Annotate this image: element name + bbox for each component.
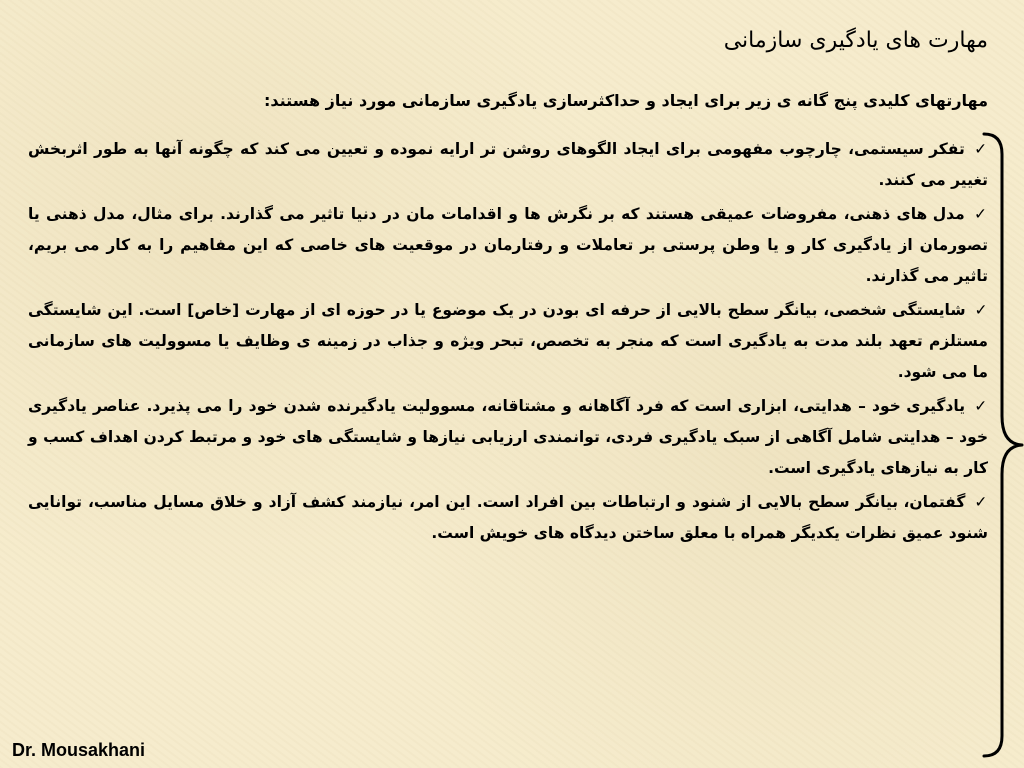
- list-item-text: تفکر سیستمی، چارچوب مفهومی برای ایجاد الگوهای روشن تر ارایه نموده و تعیین می کند که چگونه آنها به طور اثربخش تغییر می کنند.: [28, 140, 988, 189]
- check-mark-icon: ✓: [974, 140, 988, 158]
- list-item: [28, 391, 988, 484]
- list-item: [28, 487, 988, 549]
- list-item: [28, 199, 988, 292]
- list-item-text: گفتمان، بیانگر سطح بالایی از شنود و ارتباطات بین افراد است. این امر، نیازمند کشف آزاد و خلاق مسایل مناسب، توانایی شنود عمیق نظرات یکدیگر همراه با معلق ساختن دیدگاه های خویش است.: [28, 493, 988, 542]
- slide-title: مهارت های یادگیری سازمانی: [723, 28, 988, 53]
- check-mark-icon: ✓: [974, 397, 988, 415]
- author-footer: Dr. Mousakhani: [12, 740, 146, 760]
- slide-intro: مهارتهای کلیدی پنج گانه ی زیر برای ایجاد و حداکثرسازی یادگیری سازمانی مورد نیاز هستند:: [263, 91, 988, 110]
- list-item: [28, 295, 988, 388]
- curly-brace-icon: [980, 132, 1024, 758]
- skills-list: [28, 134, 988, 552]
- list-item: [28, 134, 988, 196]
- list-item-text: شایستگی شخصی، بیانگر سطح بالایی از حرفه ای بودن در یک موضوع یا در حوزه ای از مهارت [خاص] است. این شایستگی مستلزم تعهد بلند مدت به یادگیری است که منجر به تخصص، تبحر ویژه و جذاب در زمینه ی وظایف یا مسوولیت های سازمانی ما می شود.: [28, 301, 988, 381]
- list-item-text: یادگیری خود – هدایتی، ابزاری است که فرد آگاهانه و مشتاقانه، مسوولیت یادگیرنده شدن خود را می پذیرد. عناصر یادگیری خود – هدایتی شامل آگاهی از سبک یادگیری فردی، توانمندی ارزیابی نیازها و شایستگی های خود و مرتبط کردن اهداف کسب و کار به نیازهای یادگیری است.: [28, 397, 988, 477]
- check-mark-icon: ✓: [974, 493, 988, 511]
- check-mark-icon: ✓: [974, 205, 988, 223]
- list-item-text: مدل های ذهنی، مفروضات عمیقی هستند که بر نگرش ها و اقدامات مان در دنیا تاثیر می گذارند. برای مثال، مدل ذهنی یا تصورمان از یادگیری کار و یا وطن پرستی بر تعاملات و رفتارمان در موقعیت های خاصی که این مفاهیم را به کار می بریم، تاثیر می گذارند.: [28, 205, 988, 285]
- check-mark-icon: ✓: [974, 301, 988, 319]
